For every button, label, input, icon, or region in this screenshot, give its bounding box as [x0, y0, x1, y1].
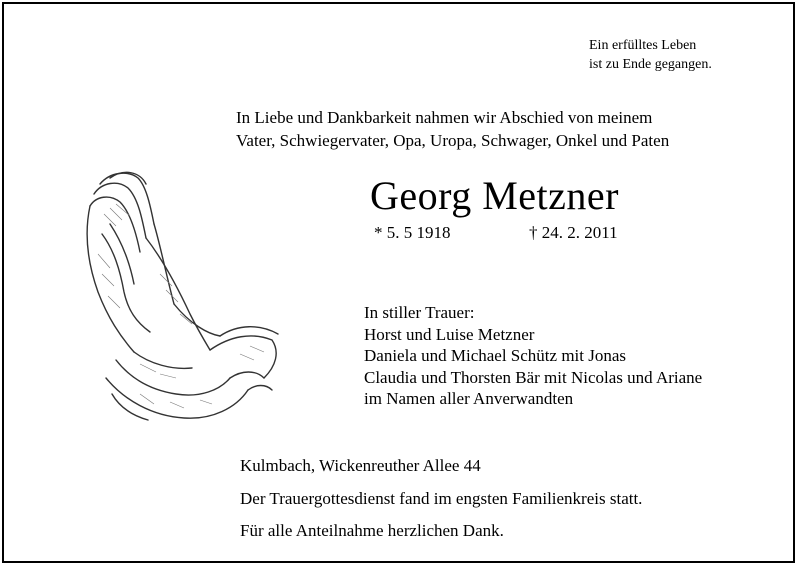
birth-date: * 5. 5 1918 [374, 223, 451, 242]
obituary-notice [2, 2, 795, 563]
mourner-line: im Namen aller Anverwandten [364, 389, 574, 408]
intro-line-2: Vater, Schwiegervater, Opa, Uropa, Schwager, Onkel und Paten [236, 131, 670, 150]
mourners-block [364, 302, 784, 410]
thanks-note: Für alle Anteilnahme herzlichen Dank. [240, 521, 504, 540]
intro-text [236, 106, 776, 152]
mourner-line: Daniela und Michael Schütz mit Jonas [364, 346, 627, 365]
death-date: † 24. 2. 2011 [529, 223, 618, 242]
mourner-line: Horst und Luise Metzner [364, 324, 535, 344]
service-note: Der Trauergottesdienst fand im engsten Familienkreis statt. [240, 489, 643, 508]
mourner-line: Claudia und Thorsten Bär mit Nicolas und Ariane [364, 367, 703, 387]
praying-hands-icon [80, 164, 286, 424]
motto-line-1: Ein erfülltes Leben [589, 38, 697, 53]
mourners-heading: In stiller Trauer: [364, 303, 475, 322]
motto [589, 36, 769, 74]
motto-line-2: ist zu Ende gegangen. [589, 57, 712, 72]
address: Kulmbach, Wickenreuther Allee 44 [240, 456, 481, 475]
intro-line-1: In Liebe und Dankbarkeit nahmen wir Abschied von meinem [236, 108, 653, 127]
deceased-name: Georg Metzner [370, 173, 619, 218]
